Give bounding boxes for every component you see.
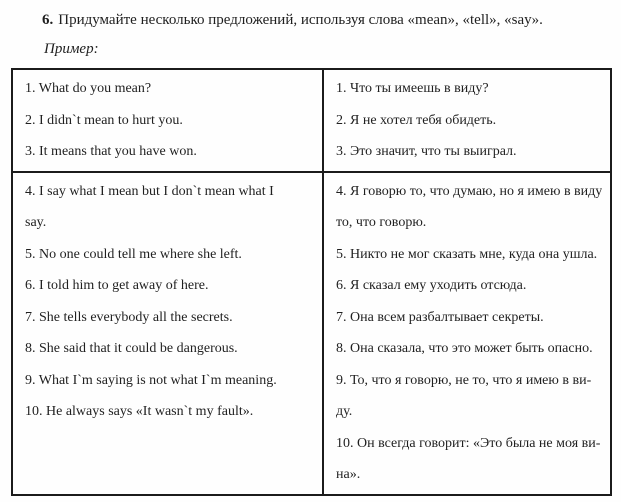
sentence-line: 5. No one could tell me where she left.	[25, 246, 242, 262]
cell-russian-group-2	[323, 172, 611, 495]
sentence-line: 1. Что ты имеешь в виду?	[336, 81, 489, 96]
sentence-line: 3. It means that you have won.	[25, 144, 197, 159]
sentence-line: 10. Он всегда говорит: «Это была не моя ви-	[336, 435, 601, 451]
cell-english-group-1	[12, 69, 323, 172]
sentence-line: 8. Она сказала, что это может быть опасно.	[336, 341, 593, 356]
sentence-line: 6. Я сказал ему уходить отсюда.	[336, 278, 527, 293]
sentence-line: 4. Я говорю то, что думаю, но я имею в виду	[336, 183, 602, 199]
sentence-line: 2. Я не хотел тебя обидеть.	[336, 112, 497, 128]
sentence-line: 6. I told him to get away of here.	[25, 278, 209, 293]
sentence-line: 5. Никто не мог сказать мне, куда она ушла.	[336, 246, 598, 262]
sentence-line: 9. What I`m saying is not what I`m meaning.	[25, 372, 277, 388]
example-label: Пример:	[44, 41, 99, 57]
cell-english-group-2	[12, 172, 323, 495]
exercise-number: 6.	[42, 12, 54, 28]
exercise-heading	[42, 10, 543, 30]
sentence-line: то, что говорю.	[336, 215, 427, 230]
sentence-line: say.	[25, 215, 47, 230]
sentence-line: 3. Это значит, что ты выиграл.	[336, 144, 517, 159]
exercise-instruction: Придумайте несколько предложений, используя слова «mean», «tell», «say».	[58, 12, 543, 28]
sentence-line: 10. He always says «It wasn`t my fault».	[25, 404, 254, 419]
sentence-line: ду.	[336, 404, 353, 419]
sentence-line: на».	[336, 467, 361, 482]
sentence-line: 9. То, что я говорю, не то, что я имею в ви-	[336, 372, 592, 388]
translation-table	[11, 68, 612, 496]
sentence-line: 7. Она всем разбалтывает секреты.	[336, 309, 544, 325]
sentence-line: 4. I say what I mean but I don`t mean what I	[25, 183, 274, 199]
cell-russian-group-1	[323, 69, 611, 172]
sentence-line: 1. What do you mean?	[25, 81, 152, 96]
table-row-group-1	[12, 69, 611, 172]
sentence-line: 2. I didn`t mean to hurt you.	[25, 112, 183, 128]
table-row-group-2	[12, 172, 611, 495]
sentence-line: 7. She tells everybody all the secrets.	[25, 309, 233, 325]
sentence-line: 8. She said that it could be dangerous.	[25, 341, 238, 356]
